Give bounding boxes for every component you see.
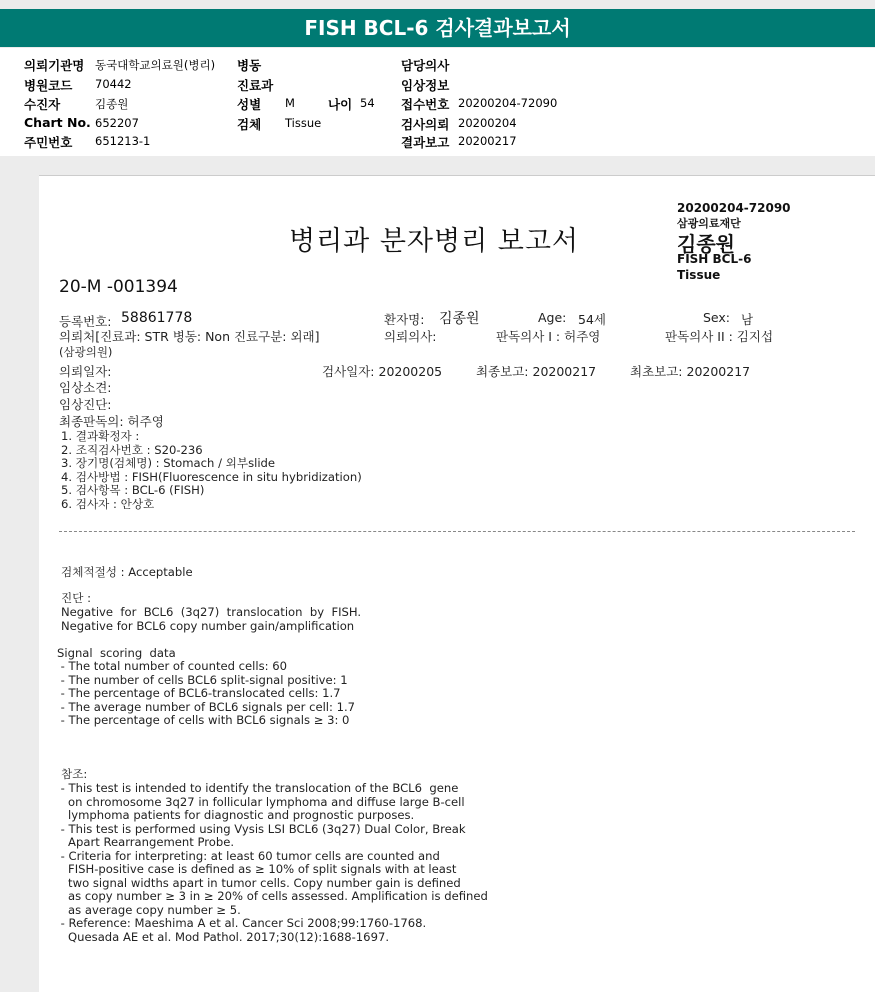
reading-doctor-2: 판독의사 II : 김지섭 <box>665 329 774 344</box>
age-value: 54 <box>360 96 375 110</box>
request-date: 의뢰일자: <box>59 364 112 379</box>
first-report-date: 최초보고: 20200217 <box>630 364 751 379</box>
specimen-label: 검체 <box>237 117 262 132</box>
report-items <box>61 430 362 511</box>
diagnosis-lines <box>61 606 361 633</box>
vertical-scrollbar[interactable] <box>855 176 875 992</box>
report-title: 병리과 분자병리 보고서 <box>289 226 579 257</box>
stamp-test-name: FISH BCL-6 <box>677 252 752 266</box>
resident-id-label: 주민번호 <box>24 135 73 150</box>
signal-line: - The number of cells BCL6 split-signal positive: 1 <box>57 672 348 687</box>
report-item: 6. 검사자 : 안상호 <box>61 496 155 511</box>
diagnosis-line: Negative for BCL6 (3q27) translocation by FISH. <box>61 605 362 619</box>
chart-no-label: Chart No. <box>24 115 91 130</box>
reference-line: on chromosome 3q27 in follicular lymphoma and diffuse large B-cell <box>57 794 465 809</box>
receipt-no-label: 접수번호 <box>401 97 450 112</box>
case-number: 20-M -001394 <box>59 277 178 297</box>
signal-line: - The average number of BCL6 signals per cell: 1.7 <box>57 699 356 714</box>
specimen-value: Tissue <box>285 116 322 130</box>
pathology-report-image <box>39 175 875 992</box>
stamp-receipt-no: 20200204-72090 <box>677 201 791 215</box>
reference-line: - Reference: Maeshima A et al. Cancer Sci 2008;99:1760-1768. <box>57 916 427 930</box>
report-item: 1. 결과확정자 : <box>61 429 140 443</box>
doctor-label: 담당의사 <box>401 58 450 73</box>
sex-label: Sex: <box>703 310 731 325</box>
reference-line: as copy number ≥ 3 in ≥ 20% of cells assessed. Amplification is defined <box>57 889 488 903</box>
stamp-patient-name: 김종원 <box>677 232 735 256</box>
requester-line: 의뢰처[진료과: STR 병동: Non 진료구분: 외래] <box>59 329 320 344</box>
signal-line: - The percentage of cells with BCL6 signals ≥ 3: 0 <box>57 713 350 727</box>
reference-line: Apart Rearrangement Probe. <box>57 835 235 849</box>
report-item: 3. 장기명(검체명) : Stomach / 외부slide <box>61 456 276 470</box>
sex-value: 남 <box>741 312 754 327</box>
receipt-no-value: 20200204-72090 <box>458 96 558 110</box>
reference-line: - Criteria for interpreting: at least 60 tumor cells are counted and <box>57 848 440 863</box>
sex-label: 성별 <box>237 97 262 112</box>
request-value: 20200204 <box>458 116 517 130</box>
institution-label: 의뢰기관명 <box>24 58 85 73</box>
registration-label: 등록번호: <box>59 314 112 329</box>
reference-line: - This test is performed using Vysis LSI BCL6 (3q27) Dual Color, Break <box>57 821 466 836</box>
section-divider <box>59 531 855 532</box>
clinical-opinion: 임상소견: <box>59 380 112 395</box>
reference-line: Quesada AE et al. Mod Pathol. 2017;30(12):1688-1697. <box>57 929 390 944</box>
clinical-info-label: 임상정보 <box>401 78 450 93</box>
age-label: Age: <box>538 310 567 325</box>
header-title: FISH BCL-6 검사결과보고서 <box>304 16 571 40</box>
report-item: 5. 검사항목 : BCL-6 (FISH) <box>61 483 205 497</box>
patient-info-panel <box>0 48 875 156</box>
sex-value: M <box>285 96 295 110</box>
patient-label: 수진자 <box>24 97 61 112</box>
report-item: 2. 조직검사번호 : S20-236 <box>61 442 203 457</box>
clinical-diagnosis: 임상진단: <box>59 397 112 412</box>
diagnosis-line: Negative for BCL6 copy number gain/amplification <box>61 618 355 633</box>
diagnosis-label: 진단 : <box>61 591 91 605</box>
signal-line: - The percentage of BCL6-translocated cells: 1.7 <box>57 686 341 700</box>
hospital-code-value: 70442 <box>95 77 132 91</box>
chart-no-value: 652207 <box>95 116 139 130</box>
signal-scoring-lines <box>57 660 355 728</box>
patient-name-label: 환자명: <box>384 312 425 327</box>
registration-number: 58861778 <box>121 310 193 326</box>
reading-doctor-1: 판독의사 I : 허주영 <box>496 329 601 344</box>
signal-line: - The total number of counted cells: 60 <box>57 659 288 673</box>
reference-line: as average copy number ≥ 5. <box>57 902 241 917</box>
dept-label: 진료과 <box>237 78 274 93</box>
reference-line: FISH-positive case is defined as ≥ 10% of split signals with at least <box>57 862 457 876</box>
requester-hospital: (삼광의원) <box>59 345 113 359</box>
request-label: 검사의뢰 <box>401 117 450 132</box>
stamp-specimen: Tissue <box>677 268 721 282</box>
report-item: 4. 검사방법 : FISH(Fluorescence in situ hybridization) <box>61 469 362 484</box>
reference-line: two signal widths apart in tumor cells. Copy number gain is defined <box>57 875 461 890</box>
signal-scoring-title: Signal scoring data <box>57 646 176 660</box>
age-value: 54세 <box>578 312 606 327</box>
result-report-label: 결과보고 <box>401 135 450 150</box>
request-doctor: 의뢰의사: <box>384 329 437 344</box>
resident-id-value: 651213-1 <box>95 134 151 148</box>
result-report-value: 20200217 <box>458 134 517 148</box>
age-label: 나이 <box>328 97 353 112</box>
reference-label: 참조: <box>61 767 88 781</box>
patient-name: 김종원 <box>439 311 480 327</box>
ward-label: 병동 <box>237 58 262 73</box>
final-report-date: 최종보고: 20200217 <box>476 364 597 379</box>
reference-line: - This test is intended to identify the translocation of the BCL6 gene <box>57 781 459 795</box>
specimen-adequacy: 검체적절성 : Acceptable <box>61 565 193 579</box>
reference-line: lymphoma patients for diagnostic and prognostic purposes. <box>57 808 415 822</box>
stamp-organization: 삼광의료재단 <box>677 217 741 230</box>
institution-value: 동국대학교의료원(병리) <box>95 58 216 72</box>
reference-lines <box>57 782 488 944</box>
hospital-code-label: 병원코드 <box>24 78 73 93</box>
patient-value: 김종원 <box>95 97 129 111</box>
final-reader: 최종판독의: 허주영 <box>59 414 164 429</box>
report-header <box>0 9 875 47</box>
test-date: 검사일자: 20200205 <box>322 364 443 379</box>
